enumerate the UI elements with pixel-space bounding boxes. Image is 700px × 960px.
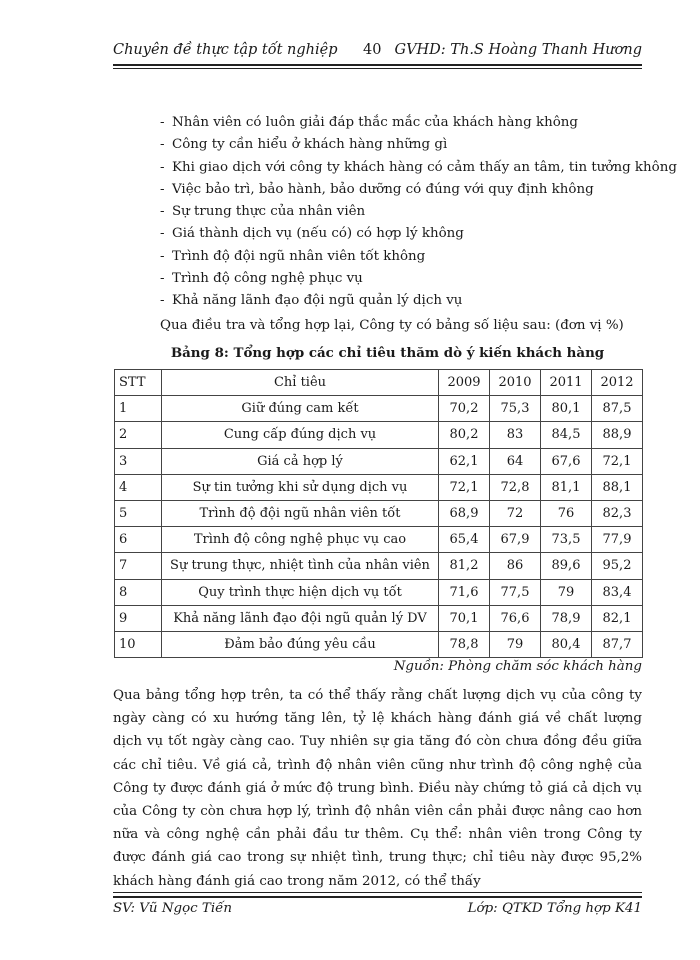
header-title: Chuyên đề thực tập tốt nghiệp: [113, 42, 338, 58]
row-index: 1: [115, 396, 162, 422]
criterion-name: Trình độ đội ngũ nhân viên tốt: [162, 500, 439, 526]
criterion-name: Quy trình thực hiện dịch vụ tốt: [162, 579, 439, 605]
percent-cell: 95,2: [592, 553, 643, 579]
percent-cell: 80,1: [541, 396, 592, 422]
bullet-dash: -: [160, 271, 165, 287]
table-row: [115, 605, 643, 631]
list-item-text: Khả năng lãnh đạo đội ngũ quản lý dịch vụ: [172, 293, 463, 309]
row-index: 6: [115, 527, 162, 553]
table-header-row: [115, 370, 643, 396]
percent-cell: 72,8: [490, 474, 541, 500]
list-item-text: Khi giao dịch với công ty khách hàng có cảm thấy an tâm, tin tưởng không: [172, 159, 677, 175]
row-index: 3: [115, 448, 162, 474]
body-paragraph: Qua bảng tổng hợp trên, ta có thể thấy rằng chất lượng dịch vụ của công ty ngày càng có xu hướng tăng lên, tỷ lệ khách hàng đánh giá về chất lượng dịch vụ tốt ngày càng cao. Tuy nhiên sự gia tăng đó còn chưa đồng đều giữa các chỉ tiêu. Về giá cả, trình độ nhân viên cũng như trình độ công nghệ của Công ty được đánh giá ở mức độ trung bình. Điều này chứng tỏ giá cả dịch vụ của Công ty còn chưa hợp lý, trình độ nhân viên cần phải được nâng cao hơn nữa và công nghệ cần phải đầu tư thêm. Cụ thể: nhân viên trong Công ty được đánh giá cao trong sự nhiệt tình, trung thực; chỉ tiêu này được 95,2% khách hàng đánh giá cao trong năm 2012, có thể thấy: [113, 688, 642, 889]
row-index: 4: [115, 474, 162, 500]
table-row: [115, 396, 643, 422]
bullet-dash: -: [160, 226, 165, 242]
table-row: [115, 579, 643, 605]
list-item: [160, 112, 677, 134]
percent-cell: 83,4: [592, 579, 643, 605]
percent-cell: 81,1: [541, 474, 592, 500]
criterion-name: Giá cả hợp lý: [162, 448, 439, 474]
percent-cell: 76: [541, 500, 592, 526]
percent-cell: 84,5: [541, 422, 592, 448]
percent-cell: 77,9: [592, 527, 643, 553]
header-rule-thin: [113, 68, 642, 69]
table-row: [115, 553, 643, 579]
percent-cell: 79: [490, 631, 541, 657]
list-item: [160, 223, 677, 245]
footer-student: SV: Vũ Ngọc Tiến: [113, 901, 232, 916]
list-item-text: Sự trung thực của nhân viên: [172, 204, 366, 220]
table-row: [115, 474, 643, 500]
list-item-text: Nhân viên có luôn giải đáp thắc mắc của khách hàng không: [172, 115, 578, 130]
row-index: 2: [115, 422, 162, 448]
header-cell: 2009: [439, 370, 490, 396]
list-item: [160, 179, 677, 201]
bullet-dash: -: [160, 181, 165, 197]
percent-cell: 81,2: [439, 553, 490, 579]
list-item: [160, 134, 677, 156]
criteria-list: [160, 112, 677, 313]
percent-cell: 80,4: [541, 631, 592, 657]
list-item-text: Việc bảo trì, bảo hành, bảo dưỡng có đúng với quy định không: [172, 181, 594, 197]
bullet-dash: -: [160, 137, 165, 153]
percent-cell: 88,9: [592, 422, 643, 448]
header-rule: [113, 64, 642, 66]
footer-rule-thin: [113, 892, 642, 893]
row-index: 7: [115, 553, 162, 579]
header-cell: 2010: [490, 370, 541, 396]
footer-class: Lớp: QTKD Tổng hợp K41: [467, 901, 642, 916]
criterion-name: Đảm bảo đúng yêu cầu: [162, 631, 439, 657]
percent-cell: 77,5: [490, 579, 541, 605]
percent-cell: 72: [490, 500, 541, 526]
list-item: [160, 201, 677, 223]
table-source: Nguồn: Phòng chăm sóc khách hàng: [393, 659, 642, 674]
list-item-text: Công ty cần hiểu ở khách hàng những gì: [172, 137, 448, 153]
percent-cell: 65,4: [439, 527, 490, 553]
percent-cell: 67,6: [541, 448, 592, 474]
percent-cell: 76,6: [490, 605, 541, 631]
percent-cell: 67,9: [490, 527, 541, 553]
percent-cell: 62,1: [439, 448, 490, 474]
survey-table: [114, 369, 643, 658]
table-row: [115, 527, 643, 553]
percent-cell: 82,1: [592, 605, 643, 631]
percent-cell: 82,3: [592, 500, 643, 526]
percent-cell: 87,7: [592, 631, 643, 657]
table-row: [115, 631, 643, 657]
list-item-text: Giá thành dịch vụ (nếu có) có hợp lý không: [172, 226, 464, 242]
percent-cell: 78,8: [439, 631, 490, 657]
percent-cell: 78,9: [541, 605, 592, 631]
percent-cell: 68,9: [439, 500, 490, 526]
page-number: 40: [363, 42, 382, 58]
percent-cell: 87,5: [592, 396, 643, 422]
percent-cell: 86: [490, 553, 541, 579]
header-cell: STT: [115, 370, 162, 396]
list-item: [160, 157, 677, 179]
percent-cell: 80,2: [439, 422, 490, 448]
header-cell: Chỉ tiêu: [162, 370, 439, 396]
table-row: [115, 422, 643, 448]
criterion-name: Khả năng lãnh đạo đội ngũ quản lý DV: [162, 605, 439, 631]
intro-text: Qua điều tra và tổng hợp lại, Công ty có bảng số liệu sau: (đơn vị %): [160, 318, 624, 333]
footer-rule: [113, 896, 642, 898]
header-supervisor: GVHD: Th.S Hoàng Thanh Hương: [394, 42, 642, 58]
header-cell: 2011: [541, 370, 592, 396]
bullet-dash: -: [160, 248, 165, 264]
table-row: [115, 500, 643, 526]
list-item-text: Trình độ công nghệ phục vụ: [172, 271, 363, 287]
list-item: [160, 246, 677, 268]
row-index: 8: [115, 579, 162, 605]
percent-cell: 79: [541, 579, 592, 605]
percent-cell: 64: [490, 448, 541, 474]
criterion-name: Sự tin tưởng khi sử dụng dịch vụ: [162, 474, 439, 500]
percent-cell: 71,6: [439, 579, 490, 605]
criterion-name: Sự trung thực, nhiệt tình của nhân viên: [162, 553, 439, 579]
criterion-name: Giữ đúng cam kết: [162, 396, 439, 422]
percent-cell: 72,1: [439, 474, 490, 500]
percent-cell: 75,3: [490, 396, 541, 422]
percent-cell: 88,1: [592, 474, 643, 500]
row-index: 10: [115, 631, 162, 657]
list-item: [160, 268, 677, 290]
list-item: [160, 290, 677, 312]
table-caption: Bảng 8: Tổng hợp các chỉ tiêu thăm dò ý kiến khách hàng: [170, 345, 605, 361]
percent-cell: 72,1: [592, 448, 643, 474]
percent-cell: 89,6: [541, 553, 592, 579]
table-row: [115, 448, 643, 474]
list-item-text: Trình độ đội ngũ nhân viên tốt không: [172, 248, 426, 264]
row-index: 9: [115, 605, 162, 631]
bullet-dash: -: [160, 159, 165, 175]
bullet-dash: -: [160, 204, 165, 220]
percent-cell: 70,1: [439, 605, 490, 631]
bullet-dash: -: [160, 115, 165, 130]
percent-cell: 73,5: [541, 527, 592, 553]
criterion-name: Cung cấp đúng dịch vụ: [162, 422, 439, 448]
percent-cell: 70,2: [439, 396, 490, 422]
page-header: [113, 40, 642, 62]
criterion-name: Trình độ công nghệ phục vụ cao: [162, 527, 439, 553]
percent-cell: 83: [490, 422, 541, 448]
header-cell: 2012: [592, 370, 643, 396]
row-index: 5: [115, 500, 162, 526]
bullet-dash: -: [160, 293, 165, 309]
